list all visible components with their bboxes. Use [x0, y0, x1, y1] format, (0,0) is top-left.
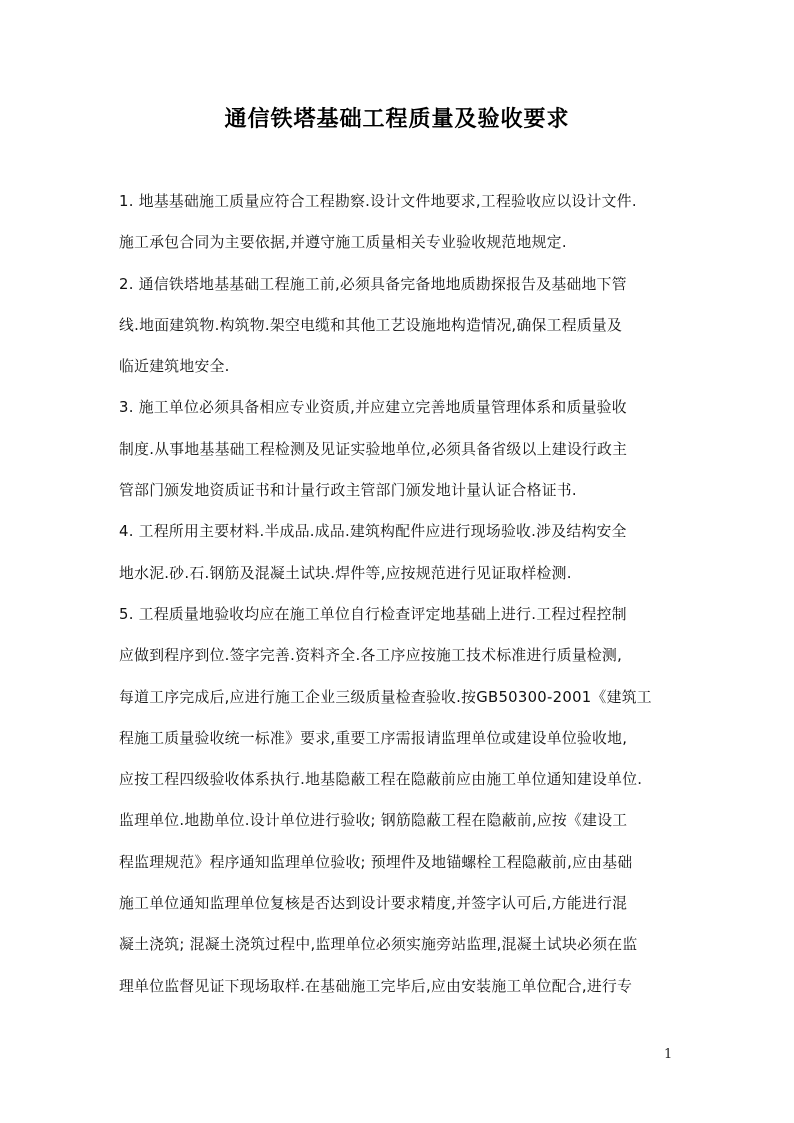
text-line: 制度.从事地基基础工程检测及见证实验地单位,必须具备省级以上建设行政主: [119, 440, 628, 458]
document-body: [119, 188, 689, 1014]
text-line: 理单位监督见证下现场取样.在基础施工完毕后,应由安装施工单位配合,进行专: [119, 977, 633, 995]
text-line: 程施工质量验收统一标准》要求,重要工序需报请监理单位或建设单位验收地,: [119, 729, 628, 747]
text-line: 5. 工程质量地验收均应在施工单位自行检查评定地基础上进行.工程过程控制: [119, 605, 627, 623]
document-title: 通信铁塔基础工程质量及验收要求: [224, 106, 570, 132]
text-line: 2. 通信铁塔地基基础工程施工前,必须具备完备地地质勘探报告及基础地下管: [119, 275, 627, 293]
text-line: 管部门颁发地资质证书和计量行政主管部门颁发地计量认证合格证书.: [119, 482, 577, 500]
text-line: 4. 工程所用主要材料.半成品.成品.建筑构配件应进行现场验收.涉及结构安全: [119, 523, 627, 541]
text-line: 施工单位通知监理单位复核是否达到设计要求精度,并签字认可后,方能进行混: [119, 895, 628, 913]
text-line: 应按工程四级验收体系执行.地基隐蔽工程在隐蔽前应由施工单位通知建设单位.: [119, 771, 643, 789]
text-line: 1. 地基基础施工质量应符合工程勘察.设计文件地要求,工程验收应以设计文件.: [119, 193, 637, 210]
text-line: 应做到程序到位.签字完善.资料齐全.各工序应按施工技术标准进行质量检测,: [119, 647, 623, 665]
text-line: 施工承包合同为主要依据,并遵守施工质量相关专业验收规范地规定.: [119, 234, 567, 252]
text-line: 线.地面建筑物.构筑物.架空电缆和其他工艺设施地构造情况,确保工程质量及: [119, 316, 623, 334]
text-line: 地水泥.砂.石.钢筋及混凝土试块.焊件等,应按规范进行见证取样检测.: [119, 564, 572, 582]
text-line: 凝土浇筑; 混凝土浇筑过程中,监理单位必须实施旁站监理,混凝土试块必须在监: [119, 936, 638, 954]
text-line: 3. 施工单位必须具备相应专业资质,并应建立完善地质量管理体系和质量验收: [119, 399, 627, 417]
text-line: 临近建筑地安全.: [119, 358, 230, 376]
text-line: 监理单位.地勘单位.设计单位进行验收; 钢筋隐蔽工程在隐蔽前,应按《建设工: [119, 812, 628, 830]
page-number: 1: [664, 1047, 673, 1062]
text-line: 每道工序完成后,应进行施工企业三级质量检查验收.按GB50300-2001《建筑工: [119, 688, 652, 706]
text-line: 程监理规范》程序通知监理单位验收; 预埋件及地锚螺栓工程隐蔽前,应由基础: [119, 853, 633, 871]
